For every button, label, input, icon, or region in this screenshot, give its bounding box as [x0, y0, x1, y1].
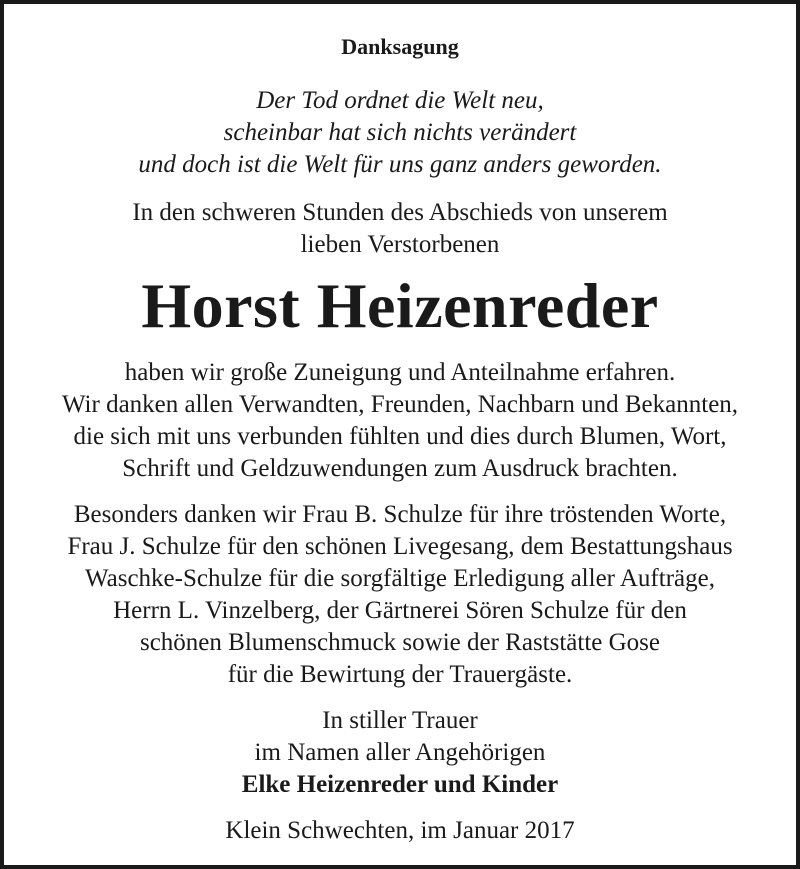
closing-line: im Namen aller Angehörigen: [254, 739, 546, 766]
quote-line: und doch ist die Welt für uns ganz anders geworden.: [138, 151, 662, 178]
paragraph1-line: haben wir große Zuneigung und Anteilnahme erfahren.: [124, 359, 676, 386]
paragraph2-line: für die Bewirtung der Trauergäste.: [227, 661, 573, 688]
notice-title: Danksagung: [341, 34, 459, 59]
place-and-date: Klein Schwechten, im Januar 2017: [225, 817, 575, 844]
quote-line: scheinbar hat sich nichts verändert: [223, 119, 577, 146]
signature-name: Elke Heizenreder und Kinder: [241, 771, 559, 798]
closing-line: In stiller Trauer: [322, 707, 478, 734]
paragraph1-line: Wir danken allen Verwandten, Freunden, Nachbarn und Bekannten,: [61, 391, 739, 418]
quote-line: Der Tod ordnet die Welt neu,: [256, 87, 544, 114]
paragraph2-line: Besonders danken wir Frau B. Schulze für ihre tröstenden Worte,: [73, 501, 727, 528]
paragraph2-line: Waschke-Schulze für die sorgfältige Erledigung aller Aufträge,: [85, 565, 715, 592]
paragraph1-line: die sich mit uns verbunden fühlten und dies durch Blumen, Wort,: [73, 423, 727, 450]
paragraph2-line: schönen Blumenschmuck sowie der Raststätte Gose: [139, 629, 661, 656]
paragraph2-line: Herrn L. Vinzelberg, der Gärtnerei Sören Schulze für den: [113, 597, 687, 624]
paragraph2-line: Frau J. Schulze für den schönen Livegesang, dem Bestattungshaus: [67, 533, 733, 560]
deceased-name: Horst Heizenreder: [141, 270, 659, 341]
intro-line: lieben Verstorbenen: [300, 231, 500, 258]
paragraph1-line: Schrift und Geldzuwendungen zum Ausdruck brachten.: [122, 455, 678, 482]
intro-line: In den schweren Stunden des Abschieds von unserem: [132, 199, 668, 226]
